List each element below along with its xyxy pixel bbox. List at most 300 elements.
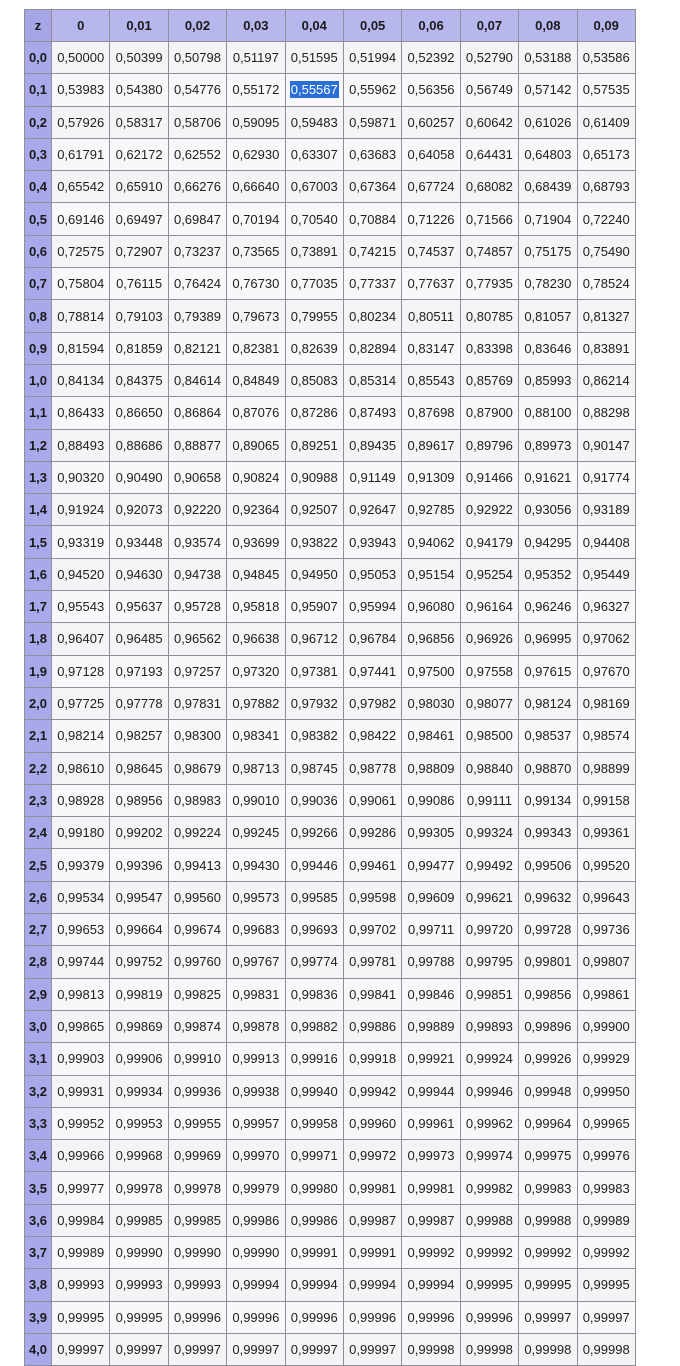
table-cell[interactable]: 0,99931 — [52, 1075, 110, 1107]
table-cell[interactable]: 0,99955 — [168, 1107, 226, 1139]
table-cell[interactable]: 0,99990 — [168, 1236, 226, 1268]
table-cell[interactable]: 0,81327 — [577, 300, 635, 332]
table-cell[interactable]: 0,93056 — [519, 494, 577, 526]
table-cell[interactable]: 0,98574 — [577, 720, 635, 752]
table-cell[interactable]: 0,99978 — [110, 1172, 168, 1204]
table-cell[interactable]: 0,63683 — [343, 138, 401, 170]
table-cell[interactable]: 0,98077 — [460, 687, 518, 719]
table-cell[interactable]: 0,81859 — [110, 332, 168, 364]
table-cell[interactable]: 0,99534 — [52, 881, 110, 913]
table-cell[interactable]: 0,94520 — [52, 558, 110, 590]
table-cell[interactable]: 0,72575 — [52, 235, 110, 267]
table-cell[interactable]: 0,99997 — [577, 1301, 635, 1333]
table-cell[interactable]: 0,93189 — [577, 494, 635, 526]
table-cell[interactable]: 0,97932 — [285, 687, 343, 719]
table-cell[interactable]: 0,99446 — [285, 849, 343, 881]
table-cell[interactable]: 0,97381 — [285, 655, 343, 687]
table-cell[interactable]: 0,99985 — [110, 1204, 168, 1236]
table-cell[interactable]: 0,96246 — [519, 591, 577, 623]
table-cell[interactable]: 0,96712 — [285, 623, 343, 655]
table-cell[interactable]: 0,99520 — [577, 849, 635, 881]
table-cell[interactable]: 0,91149 — [343, 461, 401, 493]
table-cell[interactable]: 0,96164 — [460, 591, 518, 623]
table-cell[interactable]: 0,97193 — [110, 655, 168, 687]
table-cell[interactable]: 0,99736 — [577, 914, 635, 946]
table-cell[interactable]: 0,99961 — [402, 1107, 460, 1139]
table-cell[interactable]: 0,92073 — [110, 494, 168, 526]
table-cell[interactable]: 0,93699 — [227, 526, 285, 558]
table-cell[interactable]: 0,70884 — [343, 203, 401, 235]
table-cell[interactable]: 0,88298 — [577, 397, 635, 429]
table-cell[interactable]: 0,99983 — [519, 1172, 577, 1204]
table-cell[interactable]: 0,98461 — [402, 720, 460, 752]
table-cell[interactable]: 0,97982 — [343, 687, 401, 719]
table-cell[interactable]: 0,99693 — [285, 914, 343, 946]
table-cell[interactable]: 0,94408 — [577, 526, 635, 558]
table-cell[interactable]: 0,99900 — [577, 1010, 635, 1042]
table-cell[interactable]: 0,53188 — [519, 42, 577, 74]
table-cell[interactable]: 0,98645 — [110, 752, 168, 784]
table-cell[interactable]: 0,93822 — [285, 526, 343, 558]
table-cell[interactable]: 0,98030 — [402, 687, 460, 719]
table-cell[interactable]: 0,59483 — [285, 106, 343, 138]
table-cell[interactable]: 0,60257 — [402, 106, 460, 138]
table-cell[interactable]: 0,99996 — [402, 1301, 460, 1333]
table-cell[interactable]: 0,99997 — [227, 1333, 285, 1365]
table-cell[interactable]: 0,99993 — [110, 1269, 168, 1301]
table-cell[interactable]: 0,69847 — [168, 203, 226, 235]
table-cell[interactable]: 0,64058 — [402, 138, 460, 170]
table-cell[interactable]: 0,77337 — [343, 268, 401, 300]
table-cell[interactable]: 0,99266 — [285, 817, 343, 849]
table-cell[interactable]: 0,62172 — [110, 138, 168, 170]
table-cell[interactable]: 0,99968 — [110, 1140, 168, 1172]
table-cell[interactable]: 0,94062 — [402, 526, 460, 558]
table-cell[interactable]: 0,97128 — [52, 655, 110, 687]
table-cell[interactable]: 0,69497 — [110, 203, 168, 235]
table-cell[interactable]: 0,95907 — [285, 591, 343, 623]
table-cell[interactable]: 0,79955 — [285, 300, 343, 332]
table-cell[interactable]: 0,99965 — [577, 1107, 635, 1139]
table-cell[interactable]: 0,99813 — [52, 978, 110, 1010]
table-cell[interactable]: 0,52790 — [460, 42, 518, 74]
table-cell[interactable]: 0,99180 — [52, 817, 110, 849]
table-cell[interactable]: 0,99996 — [285, 1301, 343, 1333]
table-cell[interactable]: 0,80511 — [402, 300, 460, 332]
table-cell[interactable]: 0,97670 — [577, 655, 635, 687]
table-cell[interactable]: 0,82894 — [343, 332, 401, 364]
table-cell[interactable]: 0,92507 — [285, 494, 343, 526]
table-cell[interactable]: 0,99851 — [460, 978, 518, 1010]
table-cell[interactable] — [285, 74, 343, 106]
table-cell[interactable]: 0,96784 — [343, 623, 401, 655]
table-cell[interactable]: 0,97441 — [343, 655, 401, 687]
table-cell[interactable]: 0,99997 — [52, 1333, 110, 1365]
table-cell[interactable]: 0,67364 — [343, 171, 401, 203]
table-cell[interactable]: 0,99379 — [52, 849, 110, 881]
table-cell[interactable]: 0,99781 — [343, 946, 401, 978]
table-cell[interactable]: 0,99573 — [227, 881, 285, 913]
table-cell[interactable]: 0,99683 — [227, 914, 285, 946]
table-cell[interactable]: 0,98870 — [519, 752, 577, 784]
table-cell[interactable]: 0,99988 — [519, 1204, 577, 1236]
table-cell[interactable]: 0,99996 — [227, 1301, 285, 1333]
table-cell[interactable]: 0,97778 — [110, 687, 168, 719]
table-cell[interactable]: 0,99861 — [577, 978, 635, 1010]
table-cell[interactable]: 0,99938 — [227, 1075, 285, 1107]
table-cell[interactable]: 0,68082 — [460, 171, 518, 203]
table-cell[interactable]: 0,99801 — [519, 946, 577, 978]
table-cell[interactable]: 0,87698 — [402, 397, 460, 429]
table-cell[interactable]: 0,68439 — [519, 171, 577, 203]
table-cell[interactable]: 0,94845 — [227, 558, 285, 590]
table-cell[interactable]: 0,68793 — [577, 171, 635, 203]
table-cell[interactable]: 0,99992 — [519, 1236, 577, 1268]
table-cell[interactable]: 0,97320 — [227, 655, 285, 687]
table-cell[interactable]: 0,99702 — [343, 914, 401, 946]
table-cell[interactable]: 0,99506 — [519, 849, 577, 881]
table-cell[interactable]: 0,85769 — [460, 364, 518, 396]
table-cell[interactable]: 0,96327 — [577, 591, 635, 623]
table-cell[interactable]: 0,99936 — [168, 1075, 226, 1107]
table-cell[interactable]: 0,99944 — [402, 1075, 460, 1107]
table-cell[interactable]: 0,97558 — [460, 655, 518, 687]
table-cell[interactable]: 0,99942 — [343, 1075, 401, 1107]
table-cell[interactable]: 0,66640 — [227, 171, 285, 203]
table-cell[interactable]: 0,90824 — [227, 461, 285, 493]
table-cell[interactable]: 0,99990 — [227, 1236, 285, 1268]
table-cell[interactable]: 0,87900 — [460, 397, 518, 429]
table-cell[interactable]: 0,91309 — [402, 461, 460, 493]
table-cell[interactable]: 0,77935 — [460, 268, 518, 300]
table-cell[interactable]: 0,96485 — [110, 623, 168, 655]
table-cell[interactable]: 0,73565 — [227, 235, 285, 267]
table-cell[interactable]: 0,96638 — [227, 623, 285, 655]
table-cell[interactable]: 0,99882 — [285, 1010, 343, 1042]
table-cell[interactable]: 0,99396 — [110, 849, 168, 881]
table-cell[interactable]: 0,99461 — [343, 849, 401, 881]
table-cell[interactable]: 0,73891 — [285, 235, 343, 267]
table-cell[interactable]: 0,99995 — [577, 1269, 635, 1301]
table-cell[interactable]: 0,98257 — [110, 720, 168, 752]
table-cell[interactable]: 0,79389 — [168, 300, 226, 332]
table-cell[interactable]: 0,99995 — [52, 1301, 110, 1333]
table-cell[interactable]: 0,89251 — [285, 429, 343, 461]
table-cell[interactable]: 0,99970 — [227, 1140, 285, 1172]
table-cell[interactable]: 0,58317 — [110, 106, 168, 138]
table-cell[interactable]: 0,99343 — [519, 817, 577, 849]
table-cell[interactable]: 0,99986 — [227, 1204, 285, 1236]
table-cell[interactable]: 0,79103 — [110, 300, 168, 332]
table-cell[interactable]: 0,85993 — [519, 364, 577, 396]
table-cell[interactable]: 0,99989 — [52, 1236, 110, 1268]
table-cell[interactable]: 0,99994 — [402, 1269, 460, 1301]
table-cell[interactable]: 0,99994 — [285, 1269, 343, 1301]
table-cell[interactable]: 0,96926 — [460, 623, 518, 655]
table-cell[interactable]: 0,99795 — [460, 946, 518, 978]
table-cell[interactable]: 0,98679 — [168, 752, 226, 784]
table-cell[interactable]: 0,99957 — [227, 1107, 285, 1139]
table-cell[interactable]: 0,93319 — [52, 526, 110, 558]
table-cell[interactable]: 0,99948 — [519, 1075, 577, 1107]
table-cell[interactable]: 0,99984 — [52, 1204, 110, 1236]
table-cell[interactable]: 0,77637 — [402, 268, 460, 300]
table-cell[interactable]: 0,70194 — [227, 203, 285, 235]
table-cell[interactable]: 0,92647 — [343, 494, 401, 526]
table-cell[interactable]: 0,98956 — [110, 784, 168, 816]
table-cell[interactable]: 0,99856 — [519, 978, 577, 1010]
table-cell[interactable]: 0,86214 — [577, 364, 635, 396]
table-cell[interactable]: 0,99134 — [519, 784, 577, 816]
table-cell[interactable]: 0,92922 — [460, 494, 518, 526]
table-cell[interactable]: 0,99995 — [110, 1301, 168, 1333]
table-cell[interactable]: 0,95254 — [460, 558, 518, 590]
table-cell[interactable]: 0,98983 — [168, 784, 226, 816]
table-cell[interactable]: 0,94950 — [285, 558, 343, 590]
table-cell[interactable]: 0,56356 — [402, 74, 460, 106]
table-cell[interactable]: 0,99903 — [52, 1043, 110, 1075]
table-cell[interactable]: 0,88686 — [110, 429, 168, 461]
table-cell[interactable]: 0,94295 — [519, 526, 577, 558]
table-cell[interactable]: 0,57142 — [519, 74, 577, 106]
table-cell[interactable]: 0,99991 — [343, 1236, 401, 1268]
table-cell[interactable]: 0,99825 — [168, 978, 226, 1010]
table-cell[interactable]: 0,95352 — [519, 558, 577, 590]
table-cell[interactable]: 0,99632 — [519, 881, 577, 913]
table-cell[interactable]: 0,99010 — [227, 784, 285, 816]
table-cell[interactable]: 0,70540 — [285, 203, 343, 235]
table-cell[interactable]: 0,99492 — [460, 849, 518, 881]
table-cell[interactable]: 0,95818 — [227, 591, 285, 623]
table-cell[interactable]: 0,55172 — [227, 74, 285, 106]
table-cell[interactable]: 0,98300 — [168, 720, 226, 752]
table-cell[interactable]: 0,78814 — [52, 300, 110, 332]
table-cell[interactable]: 0,64431 — [460, 138, 518, 170]
table-cell[interactable]: 0,98500 — [460, 720, 518, 752]
table-cell[interactable]: 0,99767 — [227, 946, 285, 978]
table-cell[interactable]: 0,99996 — [460, 1301, 518, 1333]
table-cell[interactable]: 0,99991 — [285, 1236, 343, 1268]
table-cell[interactable]: 0,99975 — [519, 1140, 577, 1172]
table-cell[interactable]: 0,86864 — [168, 397, 226, 429]
table-cell[interactable]: 0,99974 — [460, 1140, 518, 1172]
table-cell[interactable]: 0,98778 — [343, 752, 401, 784]
table-cell[interactable]: 0,99158 — [577, 784, 635, 816]
table-cell[interactable]: 0,99929 — [577, 1043, 635, 1075]
table-cell[interactable]: 0,78524 — [577, 268, 635, 300]
table-cell[interactable]: 0,99430 — [227, 849, 285, 881]
table-cell[interactable]: 0,99992 — [402, 1236, 460, 1268]
table-cell[interactable]: 0,51197 — [227, 42, 285, 74]
table-cell[interactable]: 0,59095 — [227, 106, 285, 138]
table-cell[interactable]: 0,76115 — [110, 268, 168, 300]
table-cell[interactable]: 0,56749 — [460, 74, 518, 106]
table-cell[interactable]: 0,99971 — [285, 1140, 343, 1172]
table-cell[interactable]: 0,99934 — [110, 1075, 168, 1107]
table-cell[interactable]: 0,92785 — [402, 494, 460, 526]
table-cell[interactable]: 0,83398 — [460, 332, 518, 364]
table-cell[interactable]: 0,99752 — [110, 946, 168, 978]
table-cell[interactable]: 0,99924 — [460, 1043, 518, 1075]
table-cell[interactable]: 0,99997 — [168, 1333, 226, 1365]
table-cell[interactable]: 0,99990 — [110, 1236, 168, 1268]
table-cell[interactable]: 0,74857 — [460, 235, 518, 267]
table-cell[interactable]: 0,99874 — [168, 1010, 226, 1042]
table-cell[interactable]: 0,99720 — [460, 914, 518, 946]
table-cell[interactable]: 0,99361 — [577, 817, 635, 849]
table-cell[interactable]: 0,50798 — [168, 42, 226, 74]
table-cell[interactable]: 0,81594 — [52, 332, 110, 364]
table-cell[interactable]: 0,51595 — [285, 42, 343, 74]
table-cell[interactable]: 0,97500 — [402, 655, 460, 687]
table-cell[interactable]: 0,99598 — [343, 881, 401, 913]
table-cell[interactable]: 0,99993 — [168, 1269, 226, 1301]
table-cell[interactable]: 0,65910 — [110, 171, 168, 203]
table-cell[interactable]: 0,99986 — [285, 1204, 343, 1236]
table-cell[interactable]: 0,53586 — [577, 42, 635, 74]
table-cell[interactable]: 0,90320 — [52, 461, 110, 493]
table-cell[interactable]: 0,99086 — [402, 784, 460, 816]
table-cell[interactable]: 0,98610 — [52, 752, 110, 784]
table-cell[interactable]: 0,76730 — [227, 268, 285, 300]
table-cell[interactable]: 0,60642 — [460, 106, 518, 138]
table-cell[interactable]: 0,65173 — [577, 138, 635, 170]
table-cell[interactable]: 0,95728 — [168, 591, 226, 623]
table-cell[interactable]: 0,98809 — [402, 752, 460, 784]
table-cell[interactable]: 0,87076 — [227, 397, 285, 429]
table-cell[interactable]: 0,99324 — [460, 817, 518, 849]
table-cell[interactable]: 0,99946 — [460, 1075, 518, 1107]
table-cell[interactable]: 0,97257 — [168, 655, 226, 687]
table-cell[interactable]: 0,99224 — [168, 817, 226, 849]
table-cell[interactable]: 0,99981 — [343, 1172, 401, 1204]
table-cell[interactable]: 0,84849 — [227, 364, 285, 396]
table-cell[interactable]: 0,62552 — [168, 138, 226, 170]
table-cell[interactable]: 0,99952 — [52, 1107, 110, 1139]
table-cell[interactable]: 0,99998 — [519, 1333, 577, 1365]
table-cell[interactable]: 0,99906 — [110, 1043, 168, 1075]
table-cell[interactable]: 0,96995 — [519, 623, 577, 655]
table-cell[interactable]: 0,99036 — [285, 784, 343, 816]
table-cell[interactable]: 0,83891 — [577, 332, 635, 364]
table-cell[interactable]: 0,99807 — [577, 946, 635, 978]
table-cell[interactable]: 0,82639 — [285, 332, 343, 364]
table-cell[interactable]: 0,73237 — [168, 235, 226, 267]
table-cell[interactable]: 0,97062 — [577, 623, 635, 655]
table-cell[interactable]: 0,61026 — [519, 106, 577, 138]
table-cell[interactable]: 0,99988 — [460, 1204, 518, 1236]
table-cell[interactable]: 0,99995 — [519, 1269, 577, 1301]
table-cell[interactable]: 0,90988 — [285, 461, 343, 493]
table-cell[interactable]: 0,99964 — [519, 1107, 577, 1139]
table-cell[interactable]: 0,98422 — [343, 720, 401, 752]
table-cell[interactable]: 0,99547 — [110, 881, 168, 913]
table-cell[interactable]: 0,99962 — [460, 1107, 518, 1139]
table-cell[interactable]: 0,94630 — [110, 558, 168, 590]
table-cell[interactable]: 0,67003 — [285, 171, 343, 203]
table-cell[interactable]: 0,52392 — [402, 42, 460, 74]
table-cell[interactable]: 0,86433 — [52, 397, 110, 429]
table-cell[interactable]: 0,90490 — [110, 461, 168, 493]
table-cell[interactable]: 0,97882 — [227, 687, 285, 719]
table-cell[interactable]: 0,98713 — [227, 752, 285, 784]
table-cell[interactable]: 0,98169 — [577, 687, 635, 719]
table-cell[interactable]: 0,66276 — [168, 171, 226, 203]
table-cell[interactable]: 0,89973 — [519, 429, 577, 461]
table-cell[interactable]: 0,98745 — [285, 752, 343, 784]
table-cell[interactable]: 0,58706 — [168, 106, 226, 138]
table-cell[interactable]: 0,99987 — [343, 1204, 401, 1236]
table-cell[interactable]: 0,99997 — [285, 1333, 343, 1365]
table-cell[interactable]: 0,61409 — [577, 106, 635, 138]
table-cell[interactable]: 0,99865 — [52, 1010, 110, 1042]
table-cell[interactable]: 0,71226 — [402, 203, 460, 235]
table-cell[interactable]: 0,75175 — [519, 235, 577, 267]
table-cell[interactable]: 0,99982 — [460, 1172, 518, 1204]
table-cell[interactable]: 0,93943 — [343, 526, 401, 558]
table-cell[interactable]: 0,79673 — [227, 300, 285, 332]
table-cell[interactable]: 0,85083 — [285, 364, 343, 396]
table-cell[interactable]: 0,98382 — [285, 720, 343, 752]
table-cell[interactable]: 0,98899 — [577, 752, 635, 784]
table-cell[interactable]: 0,57535 — [577, 74, 635, 106]
table-cell[interactable]: 0,53983 — [52, 74, 110, 106]
table-cell[interactable]: 0,89435 — [343, 429, 401, 461]
table-cell[interactable]: 0,50000 — [52, 42, 110, 74]
table-cell[interactable]: 0,93574 — [168, 526, 226, 558]
table-cell[interactable]: 0,99819 — [110, 978, 168, 1010]
table-cell[interactable]: 0,80234 — [343, 300, 401, 332]
table-cell[interactable]: 0,99978 — [168, 1172, 226, 1204]
table-cell[interactable]: 0,89796 — [460, 429, 518, 461]
table-cell[interactable]: 0,99994 — [343, 1269, 401, 1301]
table-cell[interactable]: 0,99889 — [402, 1010, 460, 1042]
table-cell[interactable]: 0,99985 — [168, 1204, 226, 1236]
table-cell[interactable]: 0,99976 — [577, 1140, 635, 1172]
table-cell[interactable]: 0,95543 — [52, 591, 110, 623]
table-cell[interactable]: 0,87286 — [285, 397, 343, 429]
table-cell[interactable]: 0,98840 — [460, 752, 518, 784]
table-cell[interactable]: 0,94738 — [168, 558, 226, 590]
table-cell[interactable]: 0,99981 — [402, 1172, 460, 1204]
table-cell[interactable]: 0,99061 — [343, 784, 401, 816]
table-cell[interactable]: 0,99921 — [402, 1043, 460, 1075]
table-cell[interactable]: 0,74215 — [343, 235, 401, 267]
table-cell[interactable]: 0,99413 — [168, 849, 226, 881]
table-cell[interactable]: 0,99305 — [402, 817, 460, 849]
table-cell[interactable]: 0,99621 — [460, 881, 518, 913]
table-cell[interactable]: 0,91924 — [52, 494, 110, 526]
table-cell[interactable]: 0,99286 — [343, 817, 401, 849]
table-cell[interactable]: 0,99711 — [402, 914, 460, 946]
table-cell[interactable]: 0,96562 — [168, 623, 226, 655]
table-cell[interactable]: 0,99788 — [402, 946, 460, 978]
table-cell[interactable]: 0,99896 — [519, 1010, 577, 1042]
table-cell[interactable]: 0,99994 — [227, 1269, 285, 1301]
table-cell[interactable]: 0,82121 — [168, 332, 226, 364]
table-cell[interactable]: 0,61791 — [52, 138, 110, 170]
table-cell[interactable]: 0,99983 — [577, 1172, 635, 1204]
table-cell[interactable]: 0,91621 — [519, 461, 577, 493]
table-cell[interactable]: 0,76424 — [168, 268, 226, 300]
table-cell[interactable]: 0,50399 — [110, 42, 168, 74]
table-cell[interactable]: 0,99744 — [52, 946, 110, 978]
table-cell[interactable]: 0,99997 — [110, 1333, 168, 1365]
table-cell[interactable]: 0,99996 — [168, 1301, 226, 1333]
table-cell[interactable]: 0,75804 — [52, 268, 110, 300]
table-cell[interactable]: 0,75490 — [577, 235, 635, 267]
table-cell[interactable]: 0,67724 — [402, 171, 460, 203]
